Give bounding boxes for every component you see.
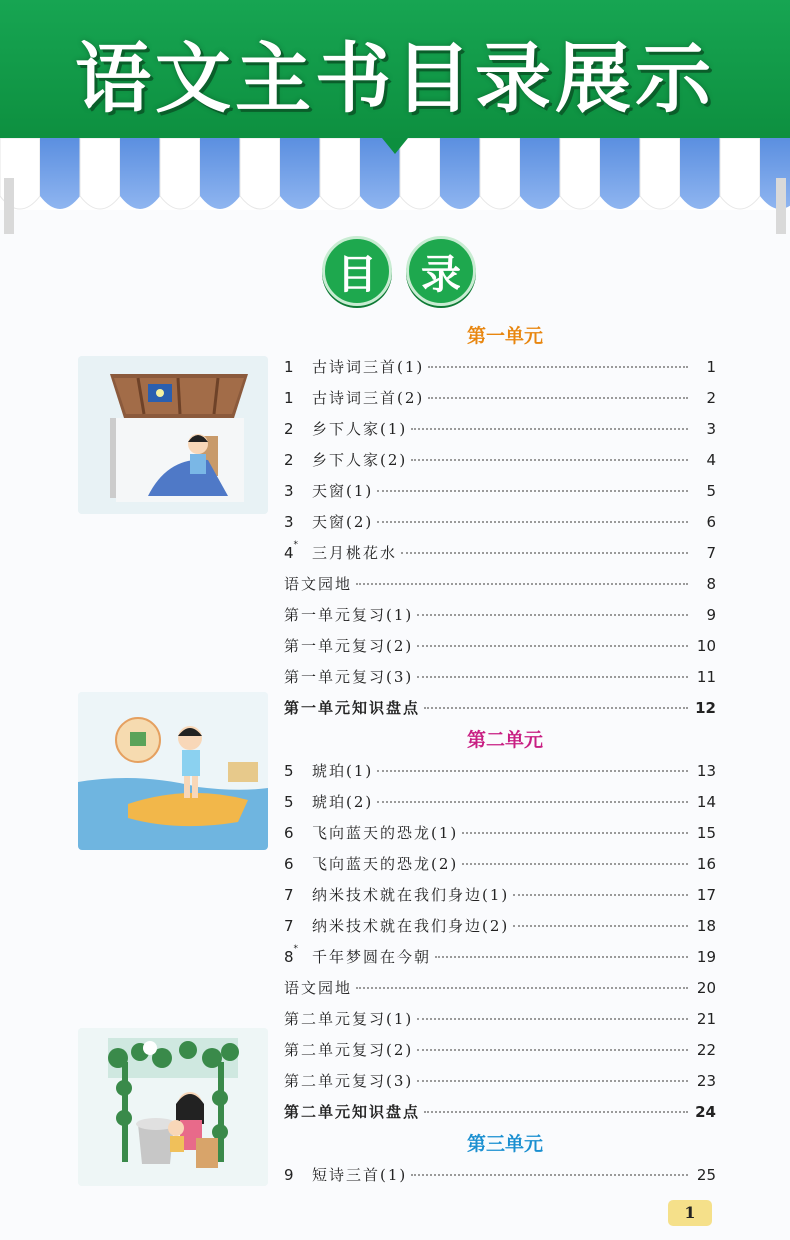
- toc-page-number: 22: [696, 1041, 716, 1059]
- toc-entry-title: 飞向蓝天的恐龙(1): [312, 824, 459, 842]
- toc-entry[interactable]: [284, 756, 716, 787]
- lesson-number: 7: [284, 917, 294, 935]
- boy-by-lake-dream-illustration: [78, 692, 268, 850]
- awning-stripe-white: [720, 138, 760, 209]
- toc-entry[interactable]: [284, 414, 716, 445]
- toc-entry-title: 天窗(2): [312, 513, 374, 531]
- optional-lesson-mark: *: [293, 944, 299, 954]
- dot-leader: [513, 925, 688, 927]
- toc-page-number: 8: [706, 575, 716, 593]
- awning-stripe-white: [240, 138, 280, 209]
- header-title: 语文主书目录展示: [75, 34, 715, 123]
- toc-page-number: 4: [706, 451, 716, 469]
- toc-entry[interactable]: [284, 476, 716, 507]
- dot-leader: [417, 1018, 688, 1020]
- optional-lesson-mark: *: [293, 540, 299, 550]
- toc-page-number: 24: [695, 1103, 716, 1121]
- toc-entry-title: 琥珀(1): [312, 762, 374, 780]
- dot-leader: [411, 1174, 688, 1176]
- toc-entry[interactable]: [284, 383, 716, 414]
- lesson-number: 4*: [284, 540, 299, 562]
- dot-leader: [356, 987, 688, 989]
- toc-entry-title: 古诗词三首(1): [312, 358, 425, 376]
- toc-entry-title: 千年梦圆在今朝: [312, 948, 432, 966]
- toc-entry-title: 三月桃花水: [312, 544, 398, 562]
- toc-entry[interactable]: [284, 445, 716, 476]
- attic-window-boy-illustration: [78, 356, 268, 514]
- dot-leader: [513, 894, 688, 896]
- toc-page-number: 1: [706, 358, 716, 376]
- toc-entry-title: 第二单元知识盘点: [284, 1103, 421, 1121]
- lesson-number: 2: [284, 420, 294, 438]
- toc-entry[interactable]: [284, 631, 716, 662]
- toc-entry-title: 第二单元复习(3): [284, 1072, 414, 1090]
- toc-entry[interactable]: [284, 818, 716, 849]
- lesson-number: 6: [284, 824, 294, 842]
- toc-entry-title: 第一单元复习(1): [284, 606, 414, 624]
- dot-leader: [417, 676, 688, 678]
- awning-stripe-white: [320, 138, 360, 209]
- toc-page-number: 6: [706, 513, 716, 531]
- toc-entry-title: 语文园地: [284, 575, 353, 593]
- toc-entry[interactable]: [284, 1160, 716, 1191]
- toc-page-number: 7: [706, 544, 716, 562]
- awning-stripe-blue: [520, 138, 560, 209]
- dot-leader: [428, 397, 688, 399]
- lesson-number: 3: [284, 482, 294, 500]
- toc-entry-title: 琥珀(2): [312, 793, 374, 811]
- lesson-number: 6: [284, 855, 294, 873]
- dot-leader: [401, 552, 688, 554]
- toc-page-number: 25: [696, 1166, 716, 1184]
- toc-entry[interactable]: [284, 849, 716, 880]
- toc-entry-title: 第二单元复习(2): [284, 1041, 414, 1059]
- toc-entry[interactable]: [284, 1066, 716, 1097]
- awning-icon: [0, 138, 790, 238]
- toc-entry[interactable]: [284, 787, 716, 818]
- toc-entry[interactable]: [284, 569, 716, 600]
- dot-leader: [377, 490, 688, 492]
- toc-entry-title: 第一单元知识盘点: [284, 699, 421, 717]
- toc-entry[interactable]: [284, 600, 716, 631]
- toc-page-number: 10: [696, 637, 716, 655]
- dot-leader: [411, 459, 688, 461]
- toc-entry[interactable]: [284, 538, 716, 569]
- toc-entry-title: 古诗词三首(2): [312, 389, 425, 407]
- toc-entry[interactable]: [284, 1097, 716, 1128]
- table-of-contents: [284, 320, 716, 1191]
- awning-stripe-blue: [40, 138, 80, 209]
- awning-stripe-blue: [120, 138, 160, 209]
- toc-page-number: 9: [706, 606, 716, 624]
- dot-leader: [377, 521, 688, 523]
- dot-leader: [417, 645, 688, 647]
- toc-page-number: 17: [696, 886, 716, 904]
- awning-stripe-white: [400, 138, 440, 209]
- awning-stripe-blue: [200, 138, 240, 209]
- dot-leader: [377, 770, 688, 772]
- dot-leader: [411, 428, 688, 430]
- unit-title: 第三单元: [466, 1133, 543, 1155]
- unit-title: 第一单元: [466, 325, 543, 347]
- girl-under-trellis-illustration: [78, 1028, 268, 1186]
- toc-page-number: 11: [696, 668, 716, 686]
- toc-page-number: 15: [696, 824, 716, 842]
- dot-leader: [424, 1111, 688, 1113]
- lesson-number: 9: [284, 1166, 294, 1184]
- dot-leader: [424, 707, 688, 709]
- toc-entry[interactable]: [284, 662, 716, 693]
- toc-entry[interactable]: [284, 880, 716, 911]
- toc-page-number: 2: [706, 389, 716, 407]
- awning-stripe-white: [80, 138, 120, 209]
- toc-page-number: 20: [696, 979, 716, 997]
- awning-stripe-blue: [680, 138, 720, 209]
- lesson-number: 8*: [284, 944, 299, 966]
- awning-stripe-white: [160, 138, 200, 209]
- lesson-number: 7: [284, 886, 294, 904]
- toc-page-number: 19: [696, 948, 716, 966]
- toc-entry[interactable]: [284, 352, 716, 383]
- dot-leader: [462, 863, 688, 865]
- toc-entry-title: 第一单元复习(2): [284, 637, 414, 655]
- toc-entry[interactable]: [284, 507, 716, 538]
- toc-entry[interactable]: [284, 911, 716, 942]
- toc-page-number: 21: [696, 1010, 716, 1028]
- toc-entry[interactable]: [284, 973, 716, 1004]
- toc-heading-char-2: 录: [406, 236, 476, 306]
- toc-entry[interactable]: [284, 1035, 716, 1066]
- toc-entry-title: 短诗三首(1): [312, 1166, 408, 1184]
- toc-entry-title: 天窗(1): [312, 482, 374, 500]
- toc-entry-title: 乡下人家(2): [312, 451, 408, 469]
- toc-entry[interactable]: [284, 1004, 716, 1035]
- toc-page-number: 23: [696, 1072, 716, 1090]
- toc-page-number: 18: [696, 917, 716, 935]
- toc-page-number: 12: [695, 699, 716, 717]
- toc-entry-title: 纳米技术就在我们身边(2): [312, 917, 510, 935]
- lesson-number: 3: [284, 513, 294, 531]
- toc-entry[interactable]: [284, 693, 716, 724]
- awning-stripe-blue: [280, 138, 320, 209]
- header-banner: [0, 0, 790, 142]
- lesson-number: 1: [284, 389, 294, 407]
- toc-entry[interactable]: [284, 942, 716, 973]
- unit-title: 第二单元: [466, 729, 543, 751]
- toc-entry-title: 乡下人家(1): [312, 420, 408, 438]
- lesson-number: 5: [284, 762, 294, 780]
- dot-leader: [356, 583, 688, 585]
- dot-leader: [417, 1049, 688, 1051]
- toc-page-number: 5: [706, 482, 716, 500]
- dot-leader: [417, 1080, 688, 1082]
- dot-leader: [435, 956, 688, 958]
- awning-stripe-blue: [600, 138, 640, 209]
- toc-entry-title: 第一单元复习(3): [284, 668, 414, 686]
- dot-leader: [462, 832, 688, 834]
- awning-stripe-white: [480, 138, 520, 209]
- toc-entry-title: 第二单元复习(1): [284, 1010, 414, 1028]
- toc-entry-title: 飞向蓝天的恐龙(2): [312, 855, 459, 873]
- toc-entry-title: 纳米技术就在我们身边(1): [312, 886, 510, 904]
- toc-entry-title: 语文园地: [284, 979, 353, 997]
- toc-page-number: 14: [696, 793, 716, 811]
- lesson-number: 5: [284, 793, 294, 811]
- toc-page-number: 13: [696, 762, 716, 780]
- toc-page-number: 16: [696, 855, 716, 873]
- toc-heading: [322, 236, 476, 306]
- dot-leader: [377, 801, 688, 803]
- toc-heading-char-1: 目: [322, 236, 392, 306]
- page-number-badge: 1: [668, 1200, 712, 1226]
- toc-page-number: 3: [706, 420, 716, 438]
- lesson-number: 1: [284, 358, 294, 376]
- lesson-number: 2: [284, 451, 294, 469]
- awning-stripe-white: [560, 138, 600, 209]
- awning-stripe-blue: [440, 138, 480, 209]
- awning-stripe-white: [640, 138, 680, 209]
- dot-leader: [417, 614, 688, 616]
- dot-leader: [428, 366, 688, 368]
